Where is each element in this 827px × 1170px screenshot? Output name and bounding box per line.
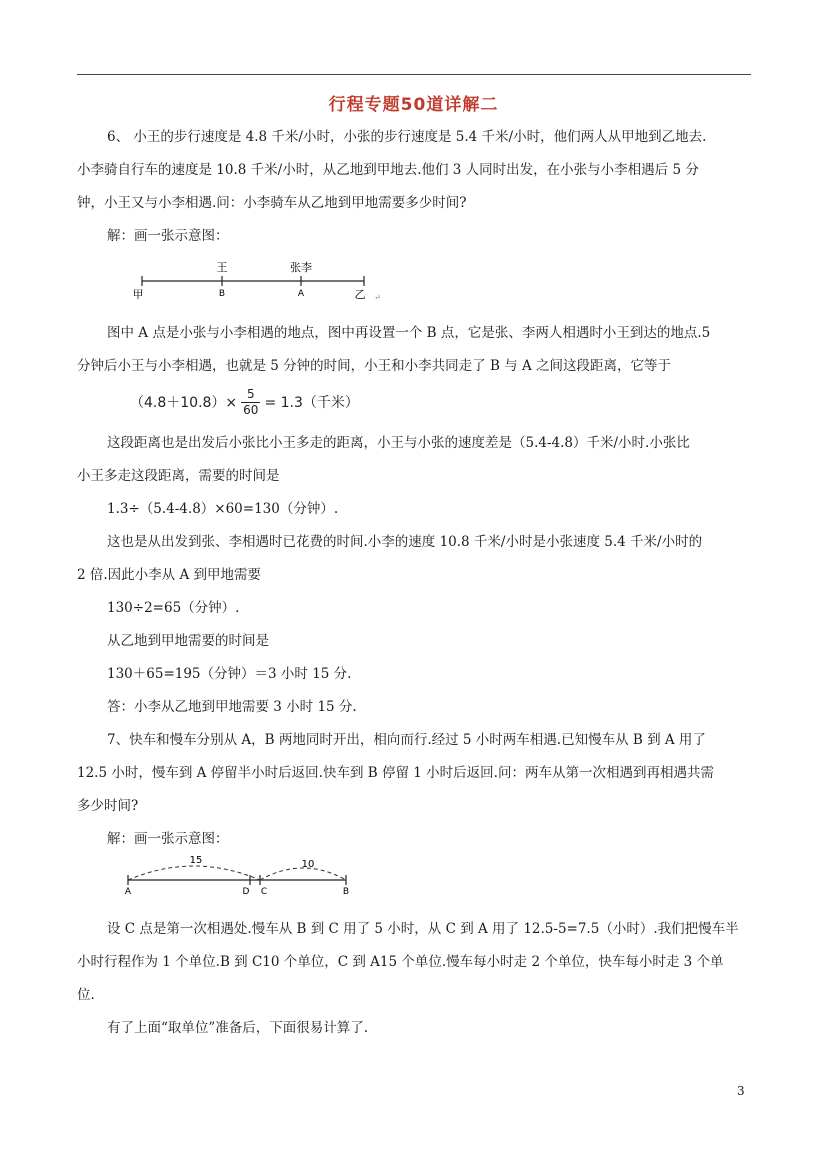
q6-para-4: 小王多走这段距离，需要的时间是	[77, 468, 280, 484]
page-title: 行程专题50道详解二	[328, 95, 499, 115]
page-number: 3	[737, 1084, 745, 1098]
q6-para-8: 130÷2=65（分钟）.	[107, 600, 240, 616]
q7-diagram	[118, 850, 358, 900]
q6-para-6: 这也是从出发到张、李相遇时已花费的时间.小李的速度 10.8 千米/小时是小张速度 5.4 千米/小时的	[107, 534, 703, 550]
q7-label-b: B	[342, 887, 350, 897]
q6-text-line-1: 6、 小王的步行速度是 4.8 千米/小时，小张的步行速度是 5.4 千米/小时，他们两人从甲地到乙地去.	[107, 129, 707, 145]
q6-para-9: 从乙地到甲地需要的时间是	[107, 633, 269, 649]
q6-label-zhangli: 张李	[290, 261, 312, 274]
q6-para-5: 1.3÷（5.4-4.8）×60=130（分钟）.	[107, 501, 339, 517]
q7-label-10: 10	[301, 859, 315, 870]
q6-answer: 答：小李从乙地到甲地需要 3 小时 15 分.	[107, 699, 357, 715]
q6-solution-label: 解：画一张示意图：	[107, 228, 229, 244]
q6-label-yi: 乙	[354, 288, 366, 301]
q6-para-10: 130＋65=195（分钟）＝3 小时 15 分.	[107, 666, 352, 682]
q7-arc-ac	[128, 866, 260, 880]
q6-label-jia: 甲	[132, 288, 144, 301]
q7-label-d: D	[242, 887, 250, 897]
formula-right: = 1.3（千米）	[264, 395, 359, 411]
q6-text-line-2: 小李骑自行车的速度是 10.8 千米/小时，从乙地到甲地去.他们 3 人同时出发，在小张与小李相遇后 5 分	[77, 162, 699, 178]
q7-label-15: 15	[189, 855, 203, 866]
q6-formula	[130, 382, 359, 422]
formula-fraction	[241, 387, 260, 418]
q7-solution-label: 解：画一张示意图：	[107, 831, 229, 847]
q7-para-3: 位.	[77, 987, 95, 1003]
formula-left: （4.8＋10.8）×	[130, 395, 238, 411]
q7-para-4: 有了上面“取单位”准备后，下面很易计算了.	[107, 1020, 369, 1036]
header-rule	[77, 74, 751, 75]
q6-label-wang: 王	[216, 261, 228, 274]
q7-label-a: A	[124, 887, 132, 897]
q6-text-line-3: 钟，小王又与小李相遇.问：小李骑车从乙地到甲地需要多少时间?	[77, 195, 467, 211]
q7-text-line-3: 多少时间?	[77, 798, 139, 814]
q6-para-1: 图中 A 点是小张与小李相遇的地点，图中再设置一个 B 点，它是张、李两人相遇时小王到达的地点.5	[107, 325, 711, 341]
q6-label-a: A	[297, 289, 305, 299]
return-mark-icon: ↵	[374, 293, 381, 302]
q7-text-line-1: 7、快车和慢车分别从 A，B 两地同时开出，相向而行.经过 5 小时两车相遇.已知慢车从 B 到 A 用了	[107, 732, 706, 748]
formula-denominator: 60	[243, 402, 259, 417]
q6-para-7: 2 倍.因此小李从 A 到甲地需要	[77, 567, 262, 583]
q6-diagram	[128, 255, 398, 305]
q6-para-2: 分钟后小王与小李相遇，也就是 5 分钟的时间，小王和小李共同走了 B 与 A 之间这段距离，它等于	[77, 358, 672, 374]
q7-label-c: C	[260, 887, 268, 897]
q6-para-3: 这段距离也是出发后小张比小王多走的距离，小王与小张的速度差是（5.4-4.8）千米/小时.小张比	[107, 435, 690, 451]
q7-para-1: 设 C 点是第一次相遇处.慢车从 B 到 C 用了 5 小时，从 C 到 A 用了 12.5-5=7.5（小时）.我们把慢车半	[107, 921, 739, 937]
formula-numerator: 5	[246, 386, 255, 401]
q7-para-2: 小时行程作为 1 个单位.B 到 C10 个单位，C 到 A15 个单位.慢车每小时走 2 个单位，快车每小时走 3 个单	[77, 954, 724, 970]
q7-text-line-2: 12.5 小时，慢车到 A 停留半小时后返回.快车到 B 停留 1 小时后返回.问：两车从第一次相遇到再相遇共需	[77, 765, 714, 781]
q6-label-b: B	[218, 289, 226, 299]
